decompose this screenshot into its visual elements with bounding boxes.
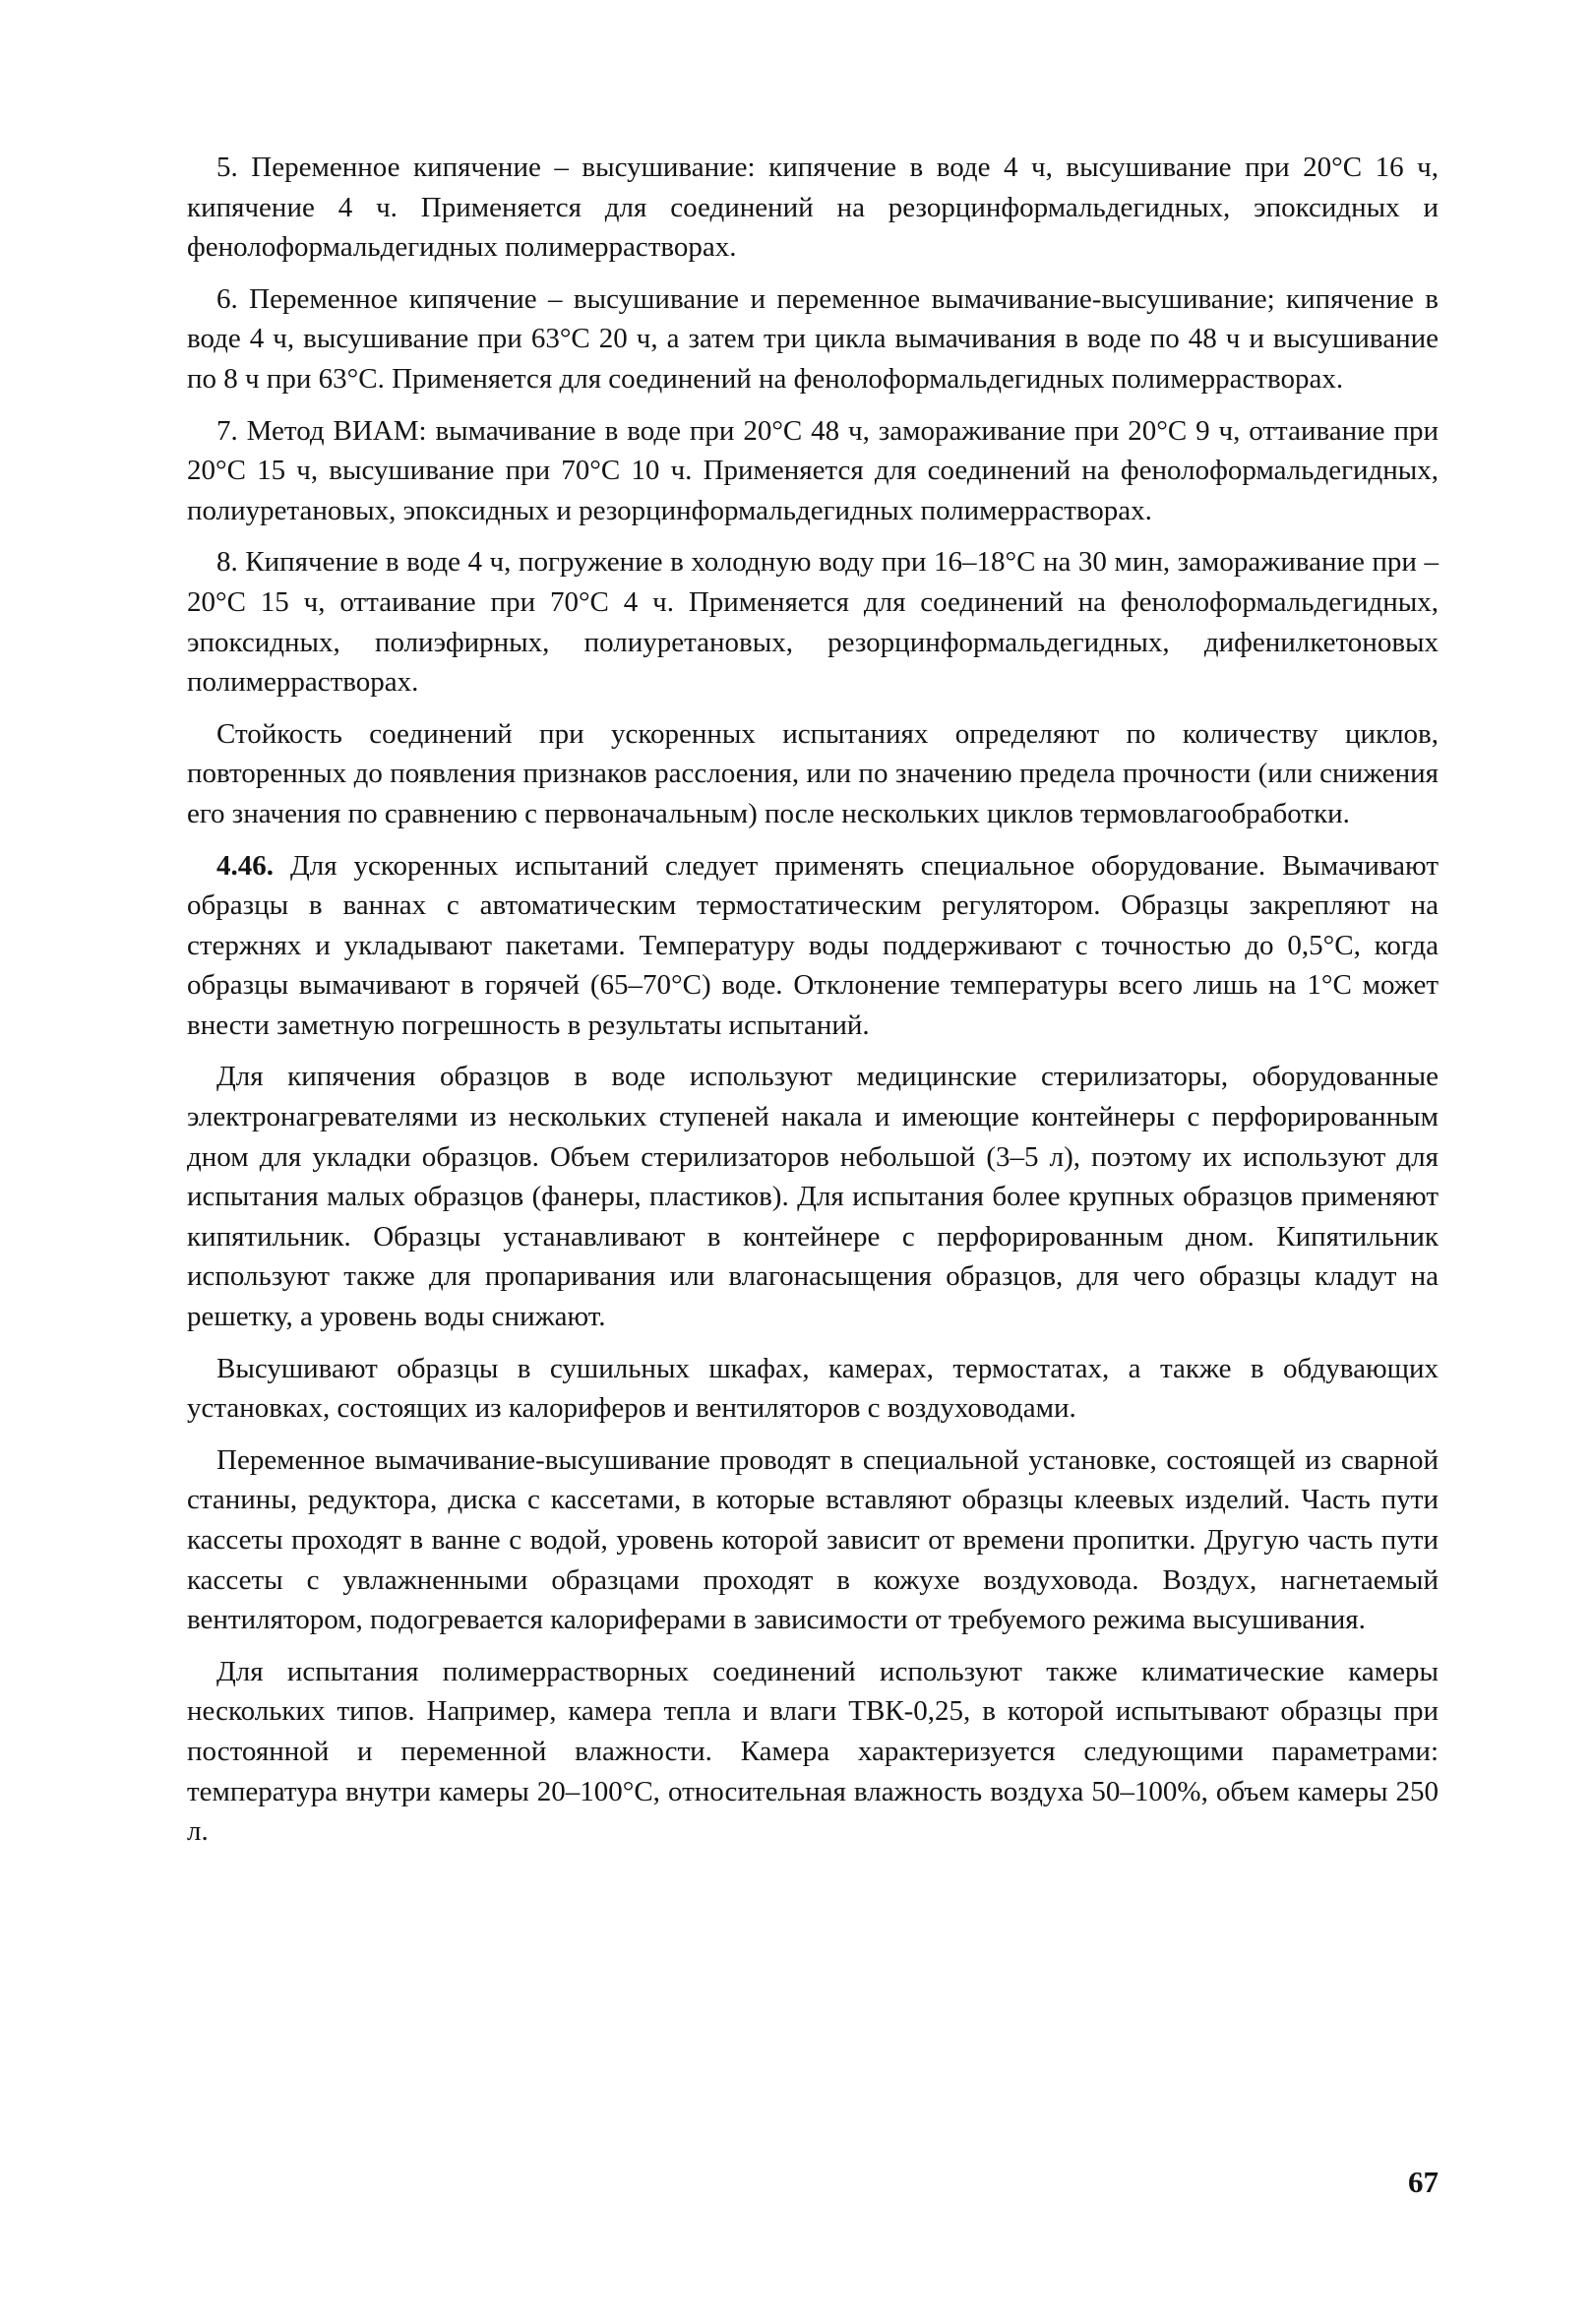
paragraph-method-6: 6. Переменное кипячение – высушивание и переменное вымачивание-высушивание; кипячение в воде 4 ч, высушивание при 63°С 20 ч, а затем три цикла вымачивания в воде по 48 ч и высушивание по 8 ч при 63°С. Применяется для соединений на фенолоформальдегидных полимеррастворах. (187, 282, 1439, 395)
page-text (187, 148, 1439, 1864)
paragraph-section-4-46 (187, 846, 1439, 1046)
paragraph-method-8: 8. Кипячение в воде 4 ч, погружение в холодную воду при 16–18°С на 30 мин, замораживание при –20°С 15 ч, оттаивание при 70°С 4 ч. Применяется для соединений на фенолоформальдегидных, эпоксидных, полиэфирных, полиуретановых, резорцинформальдегидных, дифенилкетоновых полимеррастворах. (187, 546, 1439, 699)
paragraph-method-7: 7. Метод ВИАМ: вымачивание в воде при 20°С 48 ч, замораживание при 20°С 9 ч, оттаивание при 20°С 15 ч, высушивание при 70°С 10 ч. Применяется для соединений на фенолоформальдегидных, полиуретановых, эпоксидных и резорцинформальдегидных полимеррастворах. (187, 414, 1439, 526)
paragraph-method-5: 5. Переменное кипячение – высушивание: кипячение в воде 4 ч, высушивание при 20°С 16 ч, кипячение 4 ч. Применяется для соединений на резорцинформальдегидных, эпоксидных и фенолоформальдегидных полимеррастворах. (187, 152, 1439, 264)
page-number: 67 (1408, 2165, 1439, 2199)
paragraph-boiling: Для кипячения образцов в воде используют медицинские стерилизаторы, оборудованные электронагревателями из нескольких ступеней накала и имеющие контейнеры с перфорированным дном для укладки образцов. Объем стерилизаторов небольшой (3–5 л), поэтому их используют для испытания малых образцов (фанеры, пластиков). Для испытания более крупных образцов применяют кипятильник. Образцы устанавливают в контейнере с перфорированным дном. Кипятильник используют также для пропаривания или влагонасыщения образцов, для чего образцы кладут на решетку, а уровень воды снижают. (187, 1061, 1439, 1333)
paragraph-climatic-chambers: Для испытания полимеррастворных соединений используют также климатические камеры нескольких типов. Например, камера тепла и влаги ТВК-0,25, в которой испытывают образцы при постоянной и переменной влажности. Камера характеризуется следующими параметрами: температура внутри камеры 20–100°С, относительная влажность воздуха 50–100%, объем камеры 250 л. (187, 1655, 1439, 1848)
paragraph-durability: Стойкость соединений при ускоренных испытаниях определяют по количеству циклов, повторенных до появления признаков расслоения, или по значению предела прочности (или снижения его значения по сравнению с первоначальным) после нескольких циклов термовлагообработки. (187, 717, 1439, 829)
section-text: Для ускоренных испытаний следует применять специальное оборудование. Вымачивают образцы в ваннах с автоматическим термостатическим регулятором. Образцы закрепляют на стержнях и укладывают пакетами. Температуру воды поддерживают с точностью до 0,5°С, когда образцы вымачивают в горячей (65–70°С) воде. Отклонение температуры всего лишь на 1°С может внести заметную погрешность в результаты испытаний. (187, 849, 1440, 1041)
section-number: 4.46. (216, 849, 274, 882)
paragraph-alternating: Переменное вымачивание-высушивание проводят в специальной установке, состоящей из сварной станины, редуктора, диска с кассетами, в которые вставляют образцы клеевых изделий. Часть пути кассеты проходят в ванне с водой, уровень которой зависит от времени пропитки. Другую часть пути кассеты с увлажненными образцами проходят в кожухе воздуховода. Воздух, нагнетаемый вентилятором, подогревается калориферами в зависимости от требуемого режима высушивания. (187, 1443, 1439, 1636)
paragraph-drying: Высушивают образцы в сушильных шкафах, камерах, термостатах, а также в обдувающих установках, состоящих из калориферов и вентиляторов с воздуховодами. (187, 1352, 1439, 1425)
